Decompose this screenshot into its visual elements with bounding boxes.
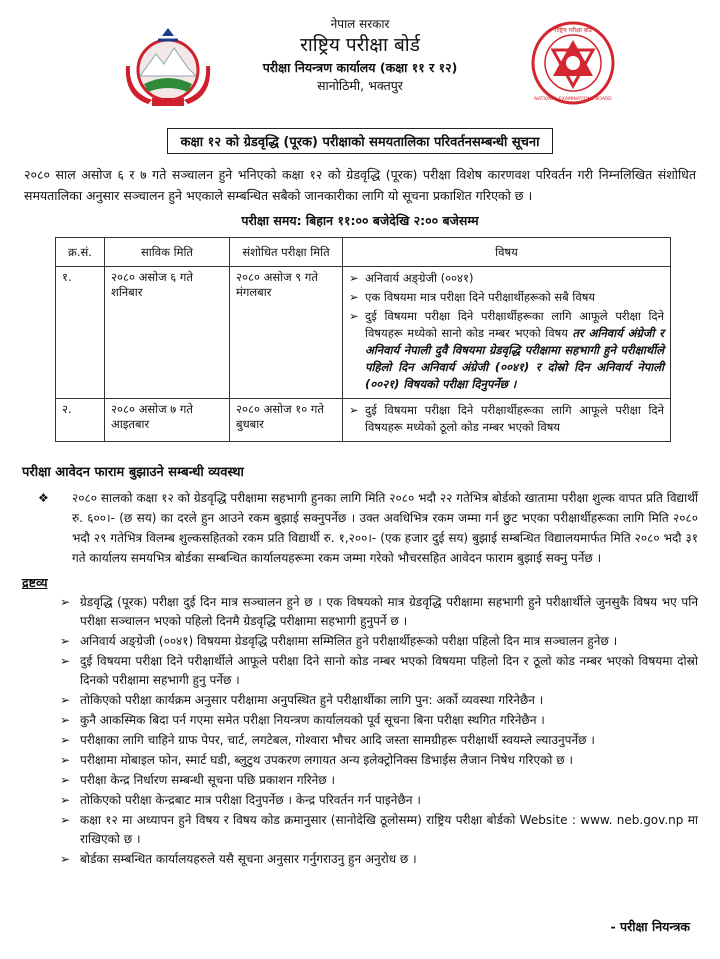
row-sn: २. (56, 399, 105, 442)
note-text: परीक्षा केन्द्र निर्धारण सम्बन्धी सूचना पछि प्रकाशन गरिनेछ । (80, 773, 336, 787)
subject-item-text: दुई विषयमा परीक्षा दिने परीक्षार्थीहरूका लागि आफूले परीक्षा दिने विषयहरू मध्येको सानो कोड नम्बर भएको विषय (365, 309, 664, 340)
arrow-bullet-icon: ➢ (60, 595, 71, 609)
row-subjects (343, 399, 671, 442)
arrow-bullet-icon: ➢ (349, 290, 359, 304)
intro-paragraph: २०८० साल असोज ६ र ७ गते सञ्चालन हुने भनिएको कक्षा १२ को ग्रेडवृद्धि (पूरक) परीक्षा विशेष कारणवश परिवर्तन गरी निम्नलिखित संशोधित समयतालिका अनुसार सञ्चालन हुने भएकाले सम्बन्धित सबैको जानकारीका लागि यो सूचना प्रकाशित गरिएको छ । (24, 167, 696, 203)
fee-paragraph-text: २०८० सालको कक्षा १२ को ग्रेडवृद्धि परीक्षामा सहभागी हुनका लागि मिति २०८० भदौ २२ गतेभित्र बोर्डको खातामा परीक्षा शुल्क वापत प्रति विद्यार्थी रु. ६००।- (छ सय) का दरले हुन आउने रकम बुझाई सक्नुपर्नेछ । उक्त अवधिभित्र रकम जम्मा गर्न छुट भएका परीक्षार्थीहरूका लागि मिति २०८० भदौ २९ गतेभित्र विलम्ब शुल्कसहितको रकम प्रति विद्यार्थी रु. १,२००।- (एक हजार दुई सय) बुझाई सम्बन्धित विद्यालयमार्फत मिति २०८० भदौ ३१ गते कार्यालय समयभित्र बोर्डका सम्बन्धित कार्यालयहरूमा रकम जम्मा गरेको भौचरसहित आवेदन फाराम बुझाई सक्नु पर्नेछ । (72, 491, 698, 565)
note-text: ग्रेडवृद्धि (पूरक) परीक्षा दुई दिन मात्र सञ्चालन हुने छ । एक विषयको मात्र ग्रेडवृद्धि परीक्षामा सहभागी हुने परीक्षार्थीले जुनसुकै विषय भए पनि परीक्षा सञ्चालन भएको पहिलो दिनमै ग्रेडवृद्धि परीक्षामा सहभागी हुनुपर्ने छ । (80, 595, 698, 628)
seal-top-text: राष्ट्रिय परीक्षा बोर्ड (554, 27, 592, 34)
arrow-bullet-icon: ➢ (60, 634, 71, 648)
list-item (22, 811, 698, 849)
list-item (22, 593, 698, 631)
arrow-bullet-icon: ➢ (60, 733, 71, 747)
table-row (56, 267, 671, 399)
list-item (22, 652, 698, 690)
office-name: परीक्षा नियन्त्रण कार्यालय (कक्षा ११ र १२) (262, 60, 458, 75)
arrow-bullet-icon: ➢ (349, 309, 359, 323)
office-address: सानोठिमी, भक्तपुर (317, 78, 403, 93)
notice-title (22, 128, 698, 154)
arrow-bullet-icon: ➢ (60, 773, 71, 787)
arrow-bullet-icon: ➢ (60, 654, 71, 668)
arrow-bullet-icon: ➢ (60, 713, 71, 727)
note-text: परीक्षाका लागि चाहिने ग्राफ पेपर, चार्ट, लगटेबल, गोश्वारा भौचर आदि जस्ता सामग्रीहरू परीक्षार्थी स्वयम्ले ल्याउनुपर्नेछ । (80, 733, 595, 747)
fee-paragraph (22, 488, 698, 568)
subject-item (349, 402, 664, 436)
row-sn: १. (56, 267, 105, 399)
list-item (22, 850, 698, 869)
note-text: कुनै आकस्मिक बिदा पर्न गएमा समेत परीक्षा नियन्त्रण कार्यालयको पूर्व सूचना बिना परीक्षा स्थगित गरिनेछैन । (80, 713, 545, 727)
col-header-old-date: साविक मिति (105, 238, 230, 267)
arrow-bullet-icon: ➢ (60, 753, 71, 767)
row-new-date: २०८० असोज ९ गते मंगलबार (230, 267, 343, 399)
note-text: कक्षा १२ मा अध्यापन हुने विषय र विषय कोड क्रमानुसार (सानोदेखि ठूलोसम्म) राष्ट्रिय परीक्षा बोर्डको Website : www. neb.gov.np मा राखिएको छ । (80, 813, 698, 846)
col-header-subject: विषय (343, 238, 671, 267)
subject-item (349, 270, 664, 287)
note-text: दुई विषयमा परीक्षा दिने परीक्षार्थीले आफूले परीक्षा दिने सानो कोड नम्बर भएको विषयमा पहिलो दिन र ठूलो कोड नम्बर भएको विषयमा दोस्रो दिनको परीक्षामा सहभागी हुनु पर्नेछ । (80, 654, 698, 687)
row-subjects (343, 267, 671, 399)
signoff: - परीक्षा नियन्त्रक (610, 919, 690, 934)
subject-item-text: अनिवार्य अङ्ग्रेजी (००४१) (365, 271, 474, 285)
note-text: अनिवार्य अङ्ग्रेजी (००४१) विषयमा ग्रेडवृद्धि परीक्षामा सम्मिलित हुने परीक्षार्थीहरूको परीक्षा पहिलो दिन मात्र सञ्चालन हुनेछ । (80, 634, 618, 648)
list-item (22, 731, 698, 750)
exam-time: परीक्षा समय: बिहान ११:०० बजेदेखि २:०० बजेसम्म (241, 213, 479, 228)
row-old-date: २०८० असोज ६ गते शनिबार (105, 267, 230, 399)
notes-list (22, 593, 698, 869)
note-text: बोर्डका सम्बन्धित कार्यालयहरुले यसै सूचना अनुसार गर्नुगराउनु हुन अनुरोध छ । (80, 852, 417, 866)
fee-section-title: परीक्षा आवेदन फाराम बुझाउने सम्बन्धी व्यवस्था (22, 465, 244, 480)
notes-heading: द्रष्टव्य (22, 575, 48, 590)
row-new-date: २०८० असोज १० गते बुधबार (230, 399, 343, 442)
table-row (56, 399, 671, 442)
arrow-bullet-icon: ➢ (349, 271, 359, 285)
subject-item-emphasis: तर अनिवार्य अंग्रेजी र अनिवार्य नेपाली दुवै विषयमा ग्रेडवृद्धि परीक्षामा सहभागी हुने परीक्षार्थीले पहिलो दिन अनिवार्य अंग्रेजी (००४१) र दोस्रो दिन अनिवार्य नेपाली (००२१) विषयको परीक्षा दिनुपर्नेछ । (365, 326, 665, 391)
schedule-table (55, 237, 671, 442)
seal-bottom-text: NATIONAL EXAMINATIONS BOARD (534, 97, 612, 102)
arrow-bullet-icon: ➢ (60, 693, 71, 707)
subject-item (349, 289, 664, 306)
note-text: तोकिएको परीक्षा कार्यक्रम अनुसार परीक्षामा अनुपस्थित हुने परीक्षार्थीका लागि पुन: अर्को व्यवस्था गरिनेछैन । (80, 693, 544, 707)
list-item (22, 691, 698, 710)
col-header-new-date: संशोधित परीक्षा मिति (230, 238, 343, 267)
govt-name: नेपाल सरकार (330, 17, 390, 31)
arrow-bullet-icon: ➢ (60, 852, 71, 866)
table-header-row (56, 238, 671, 267)
list-item (22, 791, 698, 810)
letterhead (22, 0, 698, 118)
list-item (22, 711, 698, 730)
neb-seal-icon (530, 20, 616, 106)
row-old-date: २०८० असोज ७ गते आइतबार (105, 399, 230, 442)
subject-item (349, 308, 664, 393)
list-item (22, 632, 698, 651)
note-text: परीक्षामा मोबाइल फोन, स्मार्ट घडी, ब्लुटुथ उपकरण लगायत अन्य इलेक्ट्रोनिक्स डिभाईस लैजान निषेध गरिएको छ । (80, 753, 573, 767)
list-item (22, 771, 698, 790)
diamond-bullet-icon: ❖ (38, 491, 49, 505)
list-item (22, 751, 698, 770)
board-name: राष्ट्रिय परीक्षा बोर्ड (300, 34, 420, 56)
arrow-bullet-icon: ➢ (349, 403, 359, 417)
notice-title-text: कक्षा १२ को ग्रेडवृद्धि (पूरक) परीक्षाको समयतालिका परिवर्तनसम्बन्धी सूचना (167, 128, 552, 154)
note-text: तोकिएको परीक्षा केन्द्रबाट मात्र परीक्षा दिनुपर्नेछ । केन्द्र परिवर्तन गर्न पाइनेछैन । (80, 793, 421, 807)
col-header-sn: क्र.सं. (56, 238, 105, 267)
subject-item-text: एक विषयमा मात्र परीक्षा दिने परीक्षार्थीहरूको सबै विषय (365, 290, 596, 304)
arrow-bullet-icon: ➢ (60, 813, 71, 827)
subject-item-text: दुई विषयमा परीक्षा दिने परीक्षार्थीहरूका लागि आफूले परीक्षा दिने विषयहरू मध्येको ठूलो कोड नम्बर भएको विषय (365, 403, 664, 434)
arrow-bullet-icon: ➢ (60, 793, 71, 807)
